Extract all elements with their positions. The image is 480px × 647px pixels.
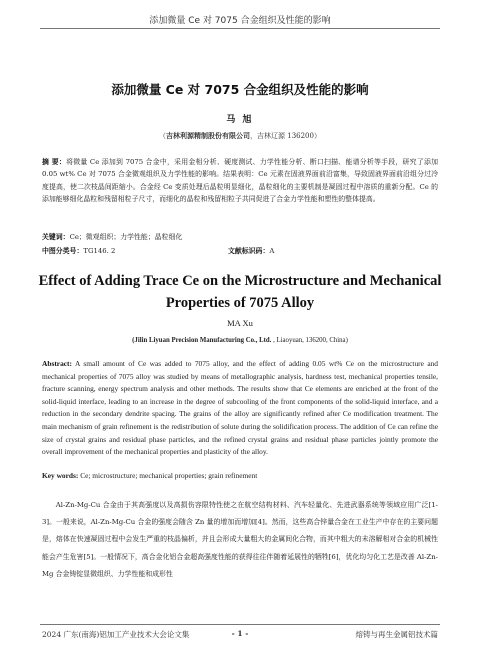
chinese-abstract-text: 将微量 Ce 添加到 7075 合金中，采用金相分析、硬度测试、力学性能分析、断口扫描、能谱分析等手段，研究了添加 0.05 wt% Ce 对 7075 合金微观组织及力学性能的影响。结果表明：Ce 元素在固液界面前沿富集，导致固液界面前沿组分过冷度提高，使二次枝晶间距缩小。合金经 Ce 变质处理后晶粒明显细化，晶粒细化的主要机制是凝固过程中溶质的重新分配。Ce 的添加能够细化晶粒和残留相粒子尺寸，而细化的晶粒和残留相粒子共同促进了合金力学性能和塑性的整体提高。 <box>42 158 438 204</box>
header-divider <box>40 28 440 29</box>
chinese-affiliation-org: 吉林利源精制股份有限公司 <box>166 131 251 140</box>
clc-number: TG146. 2 <box>83 247 116 255</box>
document-code <box>228 245 274 255</box>
english-abstract-text: A small amount of Ce was added to 7075 alloy, and the effect of adding 0.05 wt% Ce on the microstructure and mechanical properties of 7075 alloy was studied by means of metallographic analysis, hardness test, mechanical properties tensile, fracture scanning, energy spectrum analysis and other methods. The results show that Ce elements are enriched at the front of the solid-liquid interface, leading to an increase in the degree of subcooling of the front components of the solid-liquid interface, and a reduction in the secondary dendrite spacing. The grains of the alloy are significantly refined after Ce modification treatment. The main mechanism of grain refinement is the redistribution of solute during the solidification process. The addition of Ce can refine the size of crystal grains and residual phase particles, and the refined crystal grains and residual phase particles jointly promote the overall improvement of the mechanical properties and plasticity of the alloy. <box>42 359 438 457</box>
chinese-keywords <box>42 231 438 241</box>
english-author: MA Xu <box>227 318 253 328</box>
chinese-abstract-label: 摘 要： <box>42 158 67 166</box>
footer-divider <box>40 624 440 625</box>
chinese-keywords-text: Ce；微观组织；力学性能；晶粒细化 <box>69 233 183 241</box>
english-abstract <box>42 358 438 459</box>
chinese-abstract <box>42 156 438 206</box>
chinese-affiliation: （吉林利源精制股份有限公司，吉林辽源 136200） <box>159 131 321 140</box>
classification-line <box>42 245 438 255</box>
page-number: - 1 - <box>231 629 249 638</box>
running-header: 添加微量 Ce 对 7075 合金组织及性能的影响 <box>149 16 331 26</box>
english-affiliation-place: , Liaoyuan, 136200, China) <box>271 337 348 344</box>
document-code-value: A <box>269 247 275 255</box>
chinese-title: 添加微量 Ce 对 7075 合金组织及性能的影响 <box>111 82 369 97</box>
footer-proceedings: 2024 广东(南海)铝加工产业技术大会论文集 <box>42 630 190 639</box>
english-keywords <box>42 471 438 480</box>
chinese-affiliation-place: ，吉林辽源 136200 <box>250 132 314 140</box>
english-affiliation-org: (Jilin Liyuan Precision Manufacturing Co., Ltd. <box>132 337 272 344</box>
body-paragraph: Al-Zn-Mg-Cu 合金由于其高强度以及高损伤容限特性使之在航空结构材料、汽车轻量化、先进武器系统等领域应用广泛[1-3]。一般来说，Al-Zn-Mg-Cu 合金的强度会随含 Zn 量的增加而增加[4]。然而，这些高合锌量合金在工业生产中存在的主要问题是，熔体在快速凝固过程中会发生严重的枝晶偏析，并且会形成大量粗大的金属间化合物，而其中粗大的未溶解相对合金的机械性能会产生危害[5]。一般情况下，高合金化铝合金超高强度性能的获得往往伴随着延展性的牺牲[6]，优化均匀化工艺是改善 Al-Zn-Mg 合金铸锭显微组织、力学性能和成形性 <box>42 501 438 578</box>
english-keywords-text: Ce; microstructure; mechanical properties; grain refinement <box>78 471 258 480</box>
english-keywords-label: Key words: <box>42 471 79 480</box>
chinese-keywords-label: 关键词： <box>42 233 70 241</box>
chinese-author: 马 旭 <box>226 115 254 125</box>
english-abstract-label: Abstract: <box>42 359 72 368</box>
clc-label: 中图分类号： <box>42 247 84 255</box>
document-code-label: 文献标识码： <box>228 247 270 255</box>
english-affiliation <box>0 337 480 344</box>
english-title: Effect of Adding Trace Ce on the Microstructure and Mechanical Properties of 7075 Alloy <box>38 273 442 311</box>
footer-section: 熔铸与再生金属铝技术篇 <box>355 630 438 639</box>
